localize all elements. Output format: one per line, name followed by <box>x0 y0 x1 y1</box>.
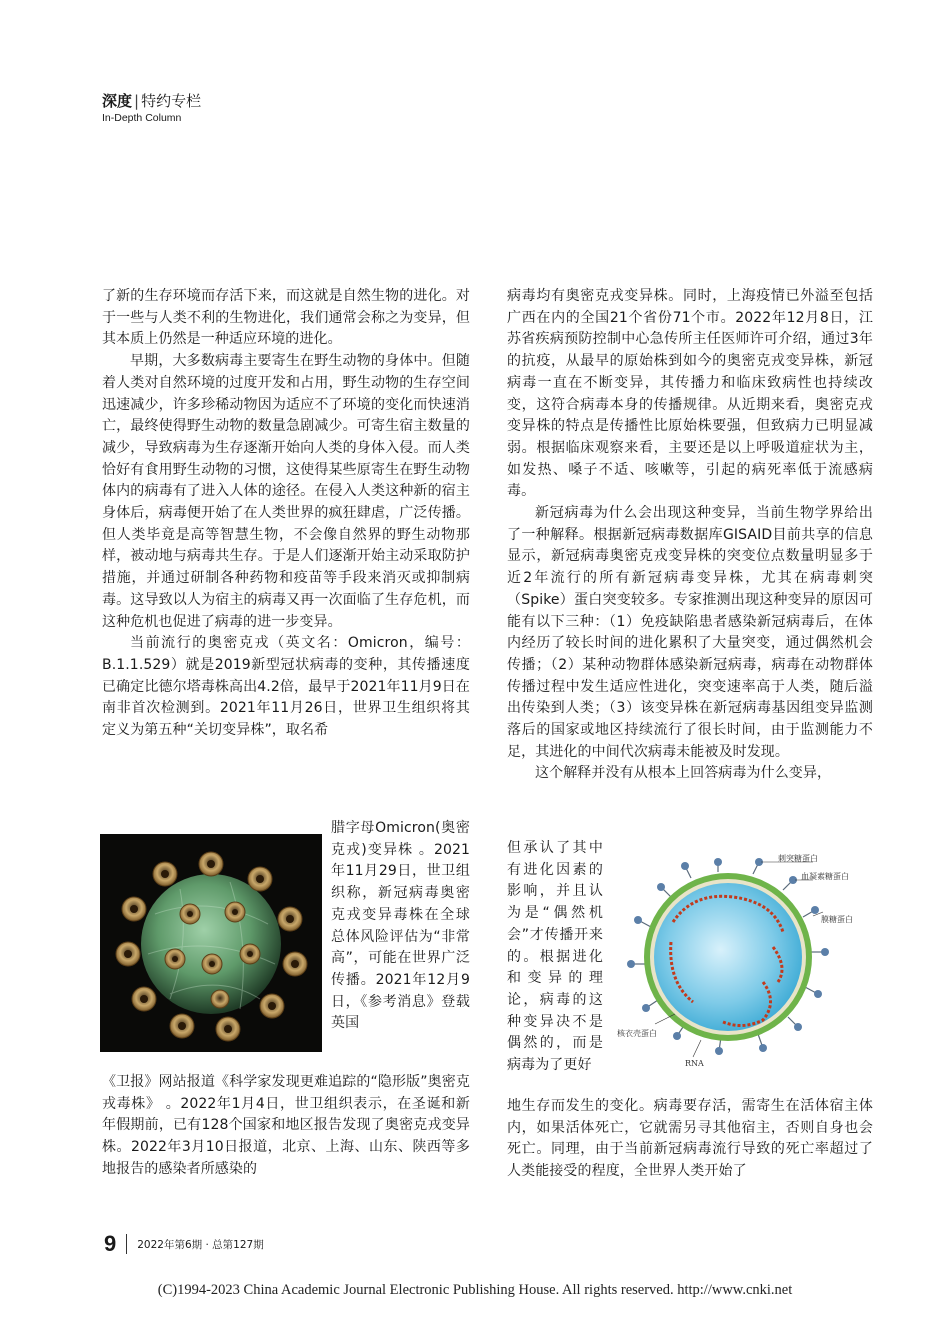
paragraph: 《卫报》网站报道《科学家发现更难追踪的“隐形版”奥密克戎毒株》 。2022年1月4日，世卫组织表示，在圣诞和新年假期前，已有128个国家和地区报告发现了奥密克戎变异株。2022年3月10日报道，北京、上海、山东、陕西等多地报告的感染者所感染的 <box>102 1074 470 1177</box>
right-column-bottom <box>507 1096 873 1183</box>
paragraph: 当前流行的奥密克戎（英文名：Omicron，编号：B.1.1.529）就是2019新型冠状病毒的变种，其传播速度已确定比德尔塔毒株高出4.2倍，最早于2021年11月9日在南非首次检测到。2021年11月26日，世界卫生组织将其定义为第五种“关切变异株”，取名希 <box>102 635 470 739</box>
virus-structure-illustration <box>613 852 873 1074</box>
left-column-bottom <box>102 1072 470 1181</box>
virus-illustration <box>100 834 322 1052</box>
column-title-rest: 特约专栏 <box>141 92 202 110</box>
paragraph: 新冠病毒为什么会出现这种变异，当前生物学界给出了一种解释。根据新冠病毒数据库GISAID目前共享的信息显示，新冠病毒奥密克戎变异株的突变位点数量明显多于近2年流行的所有新冠病毒变异株，尤其在病毒刺突（Spike）蛋白突变较多。专家推测出现这种变异的原因可能有以下三种：（1）免疫缺陷患者感染新冠病毒后，在体内经历了较长时间的进化累积了大量突变，通过偶然机会传播；（2）某种动物群体感染新冠病毒，病毒在动物群体传播过程中发生适应性进化，突变速率高于人类，随后溢出传染到人类；（3）该变异株在新冠病毒基因组变异监测落后的国家或地区持续流行了很长时间，由于监测能力不足，其进化的中间代次病毒未能被及时发现。 <box>507 505 873 760</box>
left-column-top <box>102 286 470 742</box>
issue-info: 2022年第6期 · 总第127期 <box>137 1238 264 1251</box>
footer-divider <box>126 1234 127 1254</box>
label-hemagglutinin: 血凝素糖蛋白 <box>801 872 849 881</box>
column-subtitle: In-Depth Column <box>102 112 182 124</box>
paragraph: 这个解释并没有从根本上回答病毒为什么变异， <box>535 765 832 782</box>
label-membrane-glycoprotein: 膜糖蛋白 <box>821 915 853 924</box>
paragraph: 腊字母Omicron(奥密克戎)变异株 。2021年11月29日，世卫组织称，新冠病毒奥密克戎变异毒株在全球总体风险评估为“非常高”，可能在世界广泛传播。2021年12月9日，《参考消息》登载英国 <box>331 820 470 1032</box>
page-number: 9 <box>104 1231 117 1256</box>
column-header <box>102 92 201 124</box>
left-column-wrap <box>331 818 470 1035</box>
right-column-top <box>507 286 873 785</box>
copyright-notice: (C)1994-2023 China Academic Journal Electronic Publishing House. All rights reserved. http://www.cnki.net <box>157 1282 793 1298</box>
right-column-wrap <box>507 838 603 1077</box>
omicron-virus-image <box>100 834 322 1052</box>
virus-structure-diagram <box>613 852 873 1074</box>
paragraph: 但承认了其中有进化因素的影响，并且认为是“偶然机会”才传播开来的。根据进化和变异的理论，病毒的这种变异决不是偶然的，而是病毒为了更好 <box>507 840 603 1074</box>
column-title-bold: 深度 <box>102 92 133 110</box>
label-nucleocapsid: 核衣壳蛋白 <box>617 1029 657 1038</box>
paragraph: 地生存而发生的变化。病毒要存活，需寄生在活体宿主体内，如果活体死亡，它就需另寻其他宿主，否则自身也会死亡。同理，由于当前新冠病毒流行导致的死亡率超过了人类能接受的程度，全世界人类开始了 <box>507 1098 873 1180</box>
paragraph: 了新的生存环境而存活下来，而这就是自然生物的进化。对于一些与人类不利的生物进化，我们通常会称之为变异，但其本质上仍然是一种适应环境的进化。 <box>102 288 470 348</box>
column-title <box>102 92 201 110</box>
paragraph: 早期，大多数病毒主要寄生在野生动物的身体中。但随着人类对自然环境的过度开发和占用，野生动物的生存空间迅速减少，许多珍稀动物因为适应不了环境的变化而快速消亡，最终使得野生动物的数量急剧减少。可寄生宿主数量的减少，导致病毒为生存逐渐开始向人类的身体入侵。而人类恰好有食用野生动物的习惯，这使得某些原寄生在野生动物体内的病毒有了进入人体的途径。在侵入人类这种新的宿主身体后，病毒便开始了在人类世界的疯狂肆虐，广泛传播。但人类毕竟是高等智慧生物，不会像自然界的野生动物那样，被动地与病毒共生存。于是人们逐渐开始主动采取防护措施，并通过研制各种药物和疫苗等手段来消灭或抑制病毒。这导致以人为宿主的病毒又再一次面临了生存危机，而这种危机也促进了病毒的进一步变异。 <box>102 353 470 630</box>
paragraph: 病毒均有奥密克戎变异株。同时，上海疫情已外溢至包括广西在内的全国21个省份71个市。2022年12月8日，江苏省疾病预防控制中心急传所主任医师许可介绍，通过3年的抗疫，从最早的原始株到如今的奥密克戎变异株，新冠病毒一直在不断变异，其传播力和临床致病性也持续改变，这符合病毒本身的传播规律。从近期来看，奥密克戎变异株的特点是传播性比原始株要强，但致病力已明显减弱。根据临床观察来看，主要还是以上呼吸道症状为主，如发热、嗓子不适、咳嗽等，引起的病死率低于流感病毒。 <box>507 288 873 500</box>
label-spike-glycoprotein: 刺突糖蛋白 <box>778 854 818 863</box>
label-rna: RNA <box>685 1059 704 1068</box>
column-title-separator: | <box>134 92 140 110</box>
page-footer <box>104 1233 264 1255</box>
